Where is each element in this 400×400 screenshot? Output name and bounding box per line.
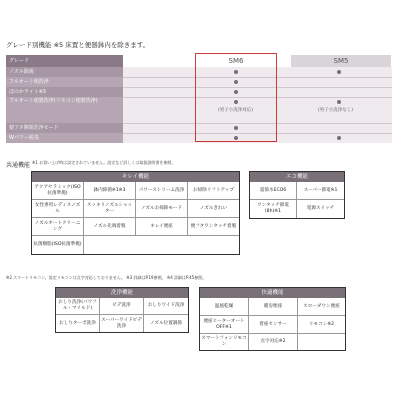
function-cell: 女性専用レディスノズル: [32, 200, 84, 218]
sm6-highlight-frame: [195, 53, 277, 142]
sm6-note: (男子小洗浄対応): [218, 108, 254, 113]
function-cell: スーパー節電※1: [297, 182, 344, 200]
function-cell: ノズル位置調節: [150, 320, 182, 326]
row-label: Wパワー脱臭: [6, 133, 123, 143]
function-cell: リモコン※2: [298, 316, 345, 334]
function-cell: 温風乾燥: [200, 298, 249, 316]
wash-header: 洗浄機能: [56, 288, 188, 298]
column-sm6: SM6: [196, 55, 276, 67]
function-cell: 暖房便座: [249, 298, 298, 316]
function-cell: パワーストリーム洗浄: [136, 182, 188, 200]
eco-header: エコ機能: [250, 172, 344, 182]
sm5-note: (男子小洗浄なし): [318, 108, 354, 113]
eco-box: [249, 171, 345, 219]
function-cell: ノズル先端着脱: [84, 218, 136, 236]
row-label: ほのかライト※5: [6, 87, 123, 97]
column-sm5: SM5: [291, 55, 391, 67]
kirei-header: キレイ機能: [32, 172, 239, 182]
function-cell: おしり洗浄(パワフル・マイルド): [56, 298, 100, 315]
function-cell: 超節水ECO6: [250, 182, 297, 200]
function-cell: キレイ便座: [136, 218, 188, 236]
wash-box: [55, 287, 189, 333]
function-cell: おしりターボ洗浄: [56, 315, 100, 332]
function-cell: お掃除リフトアップ: [188, 182, 239, 200]
function-cell: スローダウン便座: [298, 298, 345, 316]
grade-header-label: グレード: [6, 55, 123, 67]
function-cell: 鉢内除菌※1※3: [84, 182, 136, 200]
row-label: ノズル除菌: [6, 67, 123, 77]
function-cell: ワンタッチ節電(8h)※1: [250, 200, 297, 218]
function-cell: ノズルオートクリーニング: [32, 218, 84, 236]
grade-section-title: グレード別機能 ※5 床置と便器鉢内を除きます。: [6, 41, 150, 49]
function-cell: 便フタワンタッチ着脱: [188, 218, 239, 236]
row-label: フルオート便洗浄: [6, 77, 123, 87]
function-cell: 点字対応※2: [249, 334, 298, 350]
function-cell: 抗菌樹脂(ISO抗菌準拠): [32, 236, 84, 254]
function-cell: ノズルお掃除モード: [136, 200, 188, 218]
row-label: [6, 113, 123, 123]
row-label: 便フタ開閉洗浄モード: [6, 123, 123, 133]
comfort-header: 快適機能: [200, 288, 345, 298]
function-cell: 着座センサー: [249, 316, 298, 334]
function-cell: スッキリノズルシャッター: [84, 200, 136, 218]
function-cell: 便座ヒーターオートOFF※1: [200, 316, 249, 334]
row-label: フルオート便器洗浄(リモコン便器洗浄): [6, 97, 123, 113]
remote-note: ※2 スマートリモコン。設定リモコンは点字対応しておりません。 ※3 詳細はP.19参照。 ※4 詳細はP.45参照。: [6, 275, 207, 280]
function-cell: ビデ洗浄: [100, 298, 144, 315]
function-cell: アクアセラミック(ISO抗菌準拠): [32, 182, 84, 200]
function-cell: おしりワイド洗浄: [144, 298, 188, 315]
function-cell: スマートフォンリモコン: [200, 334, 249, 350]
sm5-dot: [337, 70, 341, 74]
sm5-dot: [337, 100, 341, 104]
comfort-box: [199, 287, 346, 351]
function-cell: スーパーワイドビデ洗浄: [100, 315, 144, 332]
kirei-box: [31, 171, 240, 255]
sm5-dot: [337, 136, 341, 140]
function-cell: ノズルきれい: [188, 200, 239, 218]
common-note: ※1 お買い上げ時は設定されていません。設定など詳しくは取扱説明書を参照。: [32, 160, 176, 165]
common-title: 共通機能: [6, 162, 31, 169]
function-cell: 電源スイッチ: [306, 206, 335, 212]
